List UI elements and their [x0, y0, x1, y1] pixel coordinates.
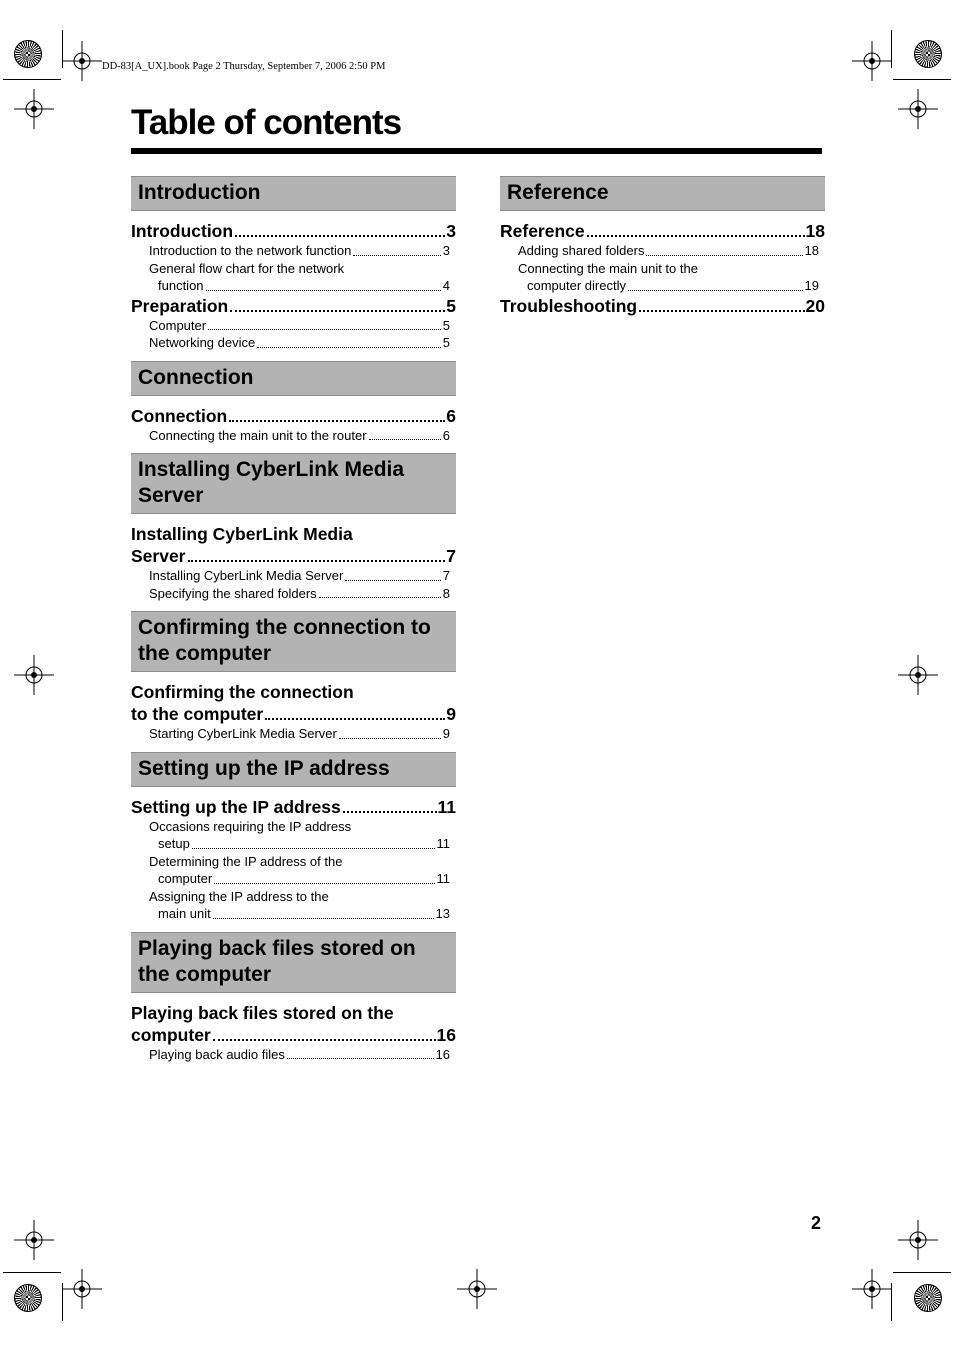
- registration-mark-icon: [898, 89, 938, 129]
- toc-subentry-page: 3: [442, 243, 450, 258]
- section-heading-line: the computer: [138, 642, 272, 665]
- toc-subentry-title: Networking device: [149, 335, 256, 350]
- dot-leader: [265, 718, 445, 720]
- section-heading: [131, 932, 456, 993]
- dot-leader: [235, 235, 445, 237]
- dot-leader: [639, 310, 804, 312]
- toc-entry[interactable]: [131, 220, 456, 242]
- toc-left-column: [131, 176, 456, 1072]
- toc-subentry-title: main unit: [158, 906, 211, 921]
- page-number: 2: [811, 1213, 822, 1233]
- dot-leader: [206, 290, 441, 291]
- toc-subentry-page: 19: [804, 278, 819, 293]
- dot-leader: [343, 811, 437, 813]
- toc-entry-title-line: Installing CyberLink Media: [131, 524, 353, 544]
- section-entries: [131, 787, 456, 923]
- toc-subentry-page: 6: [442, 427, 450, 443]
- toc-subentry-page: 18: [804, 243, 819, 258]
- toc-subentry-page: 5: [442, 335, 450, 350]
- toc-subentry-page: 7: [442, 568, 450, 583]
- color-target-icon: [14, 40, 42, 68]
- toc-entry-title: Setting up the IP address: [131, 796, 341, 817]
- section-heading-line: Reference: [507, 181, 609, 204]
- section-heading-line: Server: [138, 484, 204, 507]
- toc-entry[interactable]: [500, 220, 825, 242]
- toc-entry-page: 7: [446, 546, 456, 566]
- toc-subentry-page: 11: [436, 836, 450, 851]
- crop-mark: [893, 79, 951, 80]
- registration-mark-icon: [14, 89, 54, 129]
- toc-entry[interactable]: [131, 1024, 456, 1046]
- toc-entry-title: to the computer: [131, 704, 264, 724]
- toc-subentry-title: computer: [158, 871, 213, 886]
- dot-leader: [208, 329, 441, 330]
- registration-mark-icon: [898, 655, 938, 695]
- section-heading: [131, 453, 456, 514]
- section-entries: [500, 211, 825, 317]
- toc-entry[interactable]: [131, 796, 456, 818]
- toc-subentry-title: computer directly: [527, 278, 626, 293]
- dot-leader: [214, 883, 434, 884]
- registration-mark-icon: [62, 1269, 102, 1309]
- toc-subentry[interactable]: [131, 317, 456, 335]
- toc-subentry[interactable]: [131, 334, 456, 352]
- registration-mark-icon: [852, 1269, 892, 1309]
- toc-subentry-title: function: [158, 278, 204, 293]
- toc-right-column: [500, 176, 825, 326]
- toc-entry-page: 6: [446, 405, 456, 426]
- toc-subentry-title-line: Assigning the IP address to the: [149, 888, 329, 904]
- section-entries: [131, 993, 456, 1064]
- crop-mark: [891, 30, 892, 68]
- toc-entry-title: Preparation: [131, 295, 229, 316]
- section-heading: [131, 361, 456, 396]
- dot-leader: [213, 918, 434, 919]
- toc-entry[interactable]: [131, 545, 456, 567]
- toc-subentry-page: 4: [442, 278, 450, 293]
- section-heading: [131, 176, 456, 211]
- crop-mark: [3, 79, 61, 80]
- registration-mark-icon: [14, 655, 54, 695]
- section-entries: [131, 396, 456, 445]
- registration-mark-icon: [14, 1220, 54, 1260]
- toc-entry-title: Server: [131, 546, 186, 566]
- section-heading-line: Confirming the connection to: [138, 616, 431, 639]
- toc-entry[interactable]: [131, 405, 456, 427]
- title-rule: [131, 148, 822, 154]
- toc-subentry-page: 5: [442, 317, 450, 333]
- toc-subentry[interactable]: [131, 725, 456, 743]
- section-heading-line: Introduction: [138, 181, 261, 204]
- toc-entry-page: 18: [805, 221, 825, 241]
- section-heading-line: Connection: [138, 365, 254, 389]
- toc-subentry-title: Installing CyberLink Media Server: [149, 568, 344, 583]
- dot-leader: [230, 310, 445, 312]
- toc-entry[interactable]: [131, 295, 456, 317]
- toc-subentry[interactable]: [131, 567, 456, 585]
- section-heading-line: Playing back files stored on: [138, 936, 416, 960]
- toc-subentry-title-line: Occasions requiring the IP address: [149, 818, 352, 834]
- toc-entry-page: 9: [446, 704, 456, 724]
- toc-subentry-title-line: Connecting the main unit to the: [518, 260, 698, 276]
- toc-subentry-title: Specifying the shared folders: [149, 585, 317, 601]
- toc-entry-page: 11: [437, 796, 456, 817]
- print-file-info: DD-83[A_UX].book Page 2 Thursday, September 7, 2006 2:50 PM: [102, 61, 386, 72]
- toc-entry-title: Connection: [131, 405, 228, 426]
- toc-subentry-title: setup: [158, 836, 190, 851]
- toc-subentry-title: Computer: [149, 317, 207, 333]
- dot-leader: [213, 1039, 436, 1041]
- dot-leader: [188, 560, 446, 562]
- toc-entry-title-line: Confirming the connection: [131, 682, 354, 702]
- toc-subentry-page: 13: [435, 906, 450, 921]
- page-title: Table of contents: [131, 103, 402, 142]
- toc-subentry[interactable]: [500, 242, 825, 260]
- toc-subentry-page: 9: [442, 726, 450, 741]
- toc-entry-title: Introduction: [131, 221, 234, 241]
- dot-leader: [229, 420, 445, 422]
- crop-mark: [62, 1283, 63, 1321]
- toc-entry-page: 16: [436, 1024, 456, 1045]
- toc-subentry-title-line: Determining the IP address of the: [149, 853, 343, 869]
- dot-leader: [628, 290, 803, 291]
- dot-leader: [257, 347, 441, 348]
- section-entries: [131, 514, 456, 602]
- toc-subentry[interactable]: [131, 870, 456, 888]
- toc-entry-title-line: Playing back files stored on the: [131, 1002, 394, 1023]
- crop-mark: [891, 1283, 892, 1321]
- toc-subentry[interactable]: [131, 1046, 456, 1064]
- registration-mark-icon: [852, 41, 892, 81]
- dot-leader: [287, 1058, 434, 1059]
- crop-mark: [3, 1272, 61, 1273]
- section-heading-line: the computer: [138, 962, 272, 986]
- dot-leader: [339, 738, 441, 739]
- toc-entry[interactable]: [131, 703, 456, 725]
- section-heading: [131, 752, 456, 787]
- section-entries: [131, 211, 456, 352]
- dot-leader: [587, 235, 805, 237]
- section-heading: [500, 176, 825, 211]
- toc-subentry-page: 8: [442, 585, 450, 601]
- section-heading: [131, 611, 456, 672]
- crop-mark: [62, 30, 63, 68]
- registration-mark-icon: [898, 1220, 938, 1260]
- toc-subentry-title: Introduction to the network function: [149, 243, 352, 258]
- toc-subentry[interactable]: [131, 277, 456, 295]
- color-target-icon: [14, 1284, 42, 1312]
- toc-subentry[interactable]: [500, 277, 825, 295]
- color-target-icon: [914, 40, 942, 68]
- dot-leader: [319, 597, 441, 598]
- toc-subentry[interactable]: [131, 585, 456, 603]
- toc-subentry-title-line: General flow chart for the network: [149, 260, 345, 276]
- section-entries: [131, 672, 456, 743]
- toc-entry[interactable]: [500, 295, 825, 317]
- dot-leader: [646, 255, 802, 256]
- section-heading-line: Setting up the IP address: [138, 756, 390, 780]
- dot-leader: [369, 439, 441, 440]
- toc-subentry[interactable]: [131, 242, 456, 260]
- color-target-icon: [914, 1284, 942, 1312]
- crop-mark: [893, 1272, 951, 1273]
- toc-subentry[interactable]: [131, 427, 456, 445]
- toc-entry-title: computer: [131, 1024, 211, 1045]
- toc-subentry-title: Playing back audio files: [149, 1046, 285, 1062]
- toc-subentry-page: 16: [435, 1046, 450, 1062]
- toc-subentry[interactable]: [131, 905, 456, 923]
- toc-entry-page: 5: [446, 295, 456, 316]
- dot-leader: [345, 580, 440, 581]
- toc-subentry-title: Connecting the main unit to the router: [149, 427, 367, 443]
- dot-leader: [192, 848, 435, 849]
- toc-entry-title: Reference: [500, 221, 585, 241]
- registration-mark-icon: [457, 1269, 497, 1309]
- toc-subentry-title: Starting CyberLink Media Server: [149, 726, 337, 741]
- toc-entry-page: 20: [805, 295, 825, 316]
- toc-entry-page: 3: [446, 221, 456, 241]
- toc-subentry[interactable]: [131, 835, 456, 853]
- dot-leader: [353, 255, 440, 256]
- toc-subentry-title: Adding shared folders: [518, 243, 645, 258]
- section-heading-line: Installing CyberLink Media: [138, 458, 405, 481]
- toc-subentry-page: 11: [436, 871, 450, 886]
- toc-entry-title: Troubleshooting: [500, 295, 638, 316]
- registration-mark-icon: [62, 41, 102, 81]
